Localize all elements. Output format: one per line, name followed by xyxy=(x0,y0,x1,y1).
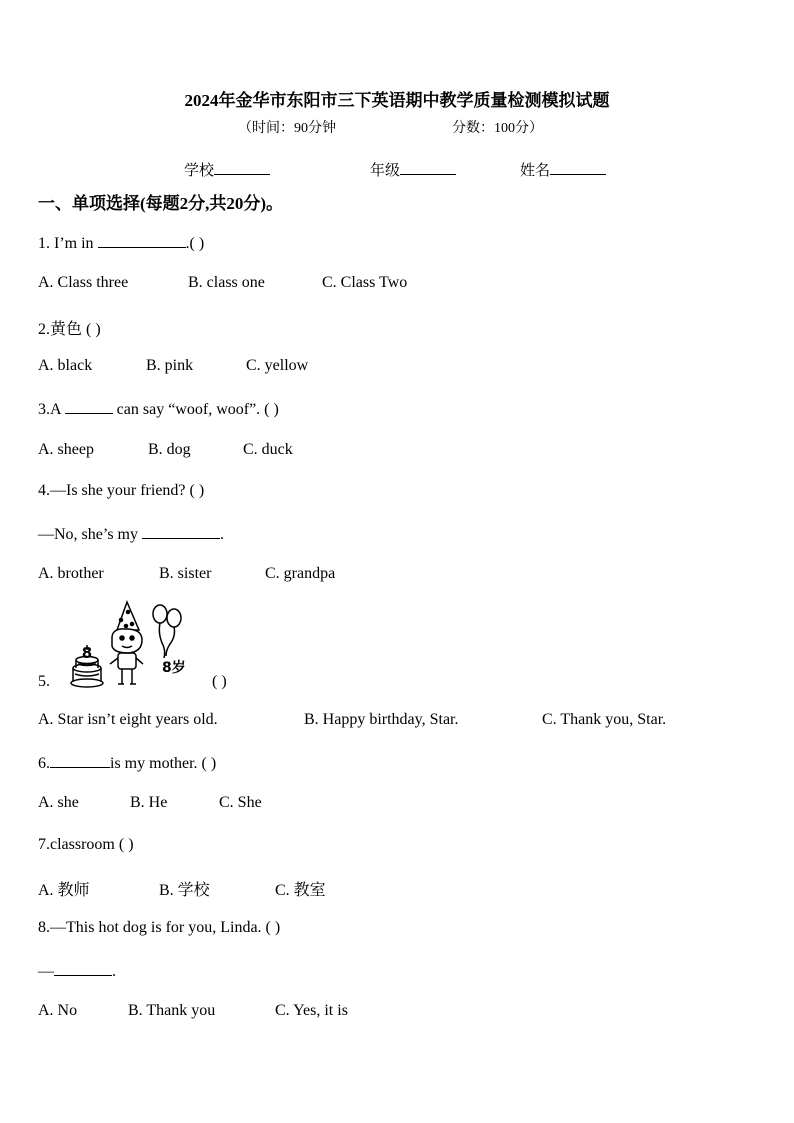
question-3 xyxy=(38,399,279,419)
school-label: 学校 xyxy=(184,163,215,179)
question-8-period: . xyxy=(112,963,116,980)
question-4-blank[interactable] xyxy=(142,524,220,539)
question-4-answer-stem: —No, she’s my xyxy=(38,526,142,543)
grade-blank[interactable] xyxy=(400,160,456,175)
balloons-icon xyxy=(153,605,181,658)
question-8-dash: — xyxy=(38,963,54,980)
name-label: 姓名 xyxy=(520,163,551,179)
q6-option-a[interactable]: A. she xyxy=(38,794,79,811)
cake-number: 8 xyxy=(81,644,93,662)
question-3-rest: can say “woof, woof”. ( ) xyxy=(112,401,279,418)
q5-option-c[interactable]: C. Thank you, Star. xyxy=(542,711,667,728)
q3-option-b[interactable]: B. dog xyxy=(148,441,191,458)
question-4-line-2 xyxy=(38,524,224,544)
question-4-period: . xyxy=(220,526,224,543)
q7-option-c[interactable]: C. 教室 xyxy=(275,882,326,899)
section-heading: 一、单项选择(每题2分,共20分)。 xyxy=(38,194,284,213)
question-1-stem: 1. I’m in xyxy=(38,235,98,252)
q6-option-c[interactable]: C. She xyxy=(219,794,262,811)
q1-option-b[interactable]: B. class one xyxy=(188,274,265,291)
q5-option-a[interactable]: A. Star isn’t eight years old. xyxy=(38,711,218,728)
child-icon xyxy=(110,602,143,684)
q8-option-b[interactable]: B. Thank you xyxy=(128,1002,216,1019)
q3-option-c[interactable]: C. duck xyxy=(243,441,293,458)
exam-score: 分数：100分） xyxy=(452,121,543,136)
grade-field xyxy=(370,159,456,180)
question-2: 2.黄色 ( ) xyxy=(38,321,101,338)
age-label: 8岁 xyxy=(162,660,186,676)
q3-option-a[interactable]: A. sheep xyxy=(38,441,94,458)
question-6 xyxy=(38,753,216,773)
question-3-blank[interactable] xyxy=(65,399,113,414)
q2-option-a[interactable]: A. black xyxy=(38,357,93,374)
q4-option-c[interactable]: C. grandpa xyxy=(265,565,336,582)
question-5: 5. xyxy=(38,673,50,690)
question-1-paren: .( ) xyxy=(185,235,205,252)
question-8: 8.—This hot dog is for you, Linda. ( ) xyxy=(38,919,281,936)
question-4: 4.—Is she your friend? ( ) xyxy=(38,482,205,499)
q8-option-c[interactable]: C. Yes, it is xyxy=(275,1002,348,1019)
q2-option-c[interactable]: C. yellow xyxy=(246,357,309,374)
name-field xyxy=(520,159,606,180)
birthday-picture xyxy=(66,598,194,690)
question-7: 7.classroom ( ) xyxy=(38,836,134,853)
q1-option-c[interactable]: C. Class Two xyxy=(322,274,408,291)
q4-option-b[interactable]: B. sister xyxy=(159,565,212,582)
q1-option-a[interactable]: A. Class three xyxy=(38,274,129,291)
question-6-number: 6. xyxy=(38,755,50,772)
school-field xyxy=(184,159,270,180)
q7-option-a[interactable]: A. 教师 xyxy=(38,882,90,899)
q8-option-a[interactable]: A. No xyxy=(38,1002,78,1019)
page-title: 2024年金华市东阳市三下英语期中教学质量检测模拟试题 xyxy=(184,91,610,110)
question-1-blank[interactable] xyxy=(98,233,186,248)
school-blank[interactable] xyxy=(214,160,270,175)
q2-option-b[interactable]: B. pink xyxy=(146,357,194,374)
question-8-blank[interactable] xyxy=(54,961,112,976)
question-5-paren: ( ) xyxy=(212,673,227,690)
grade-label: 年级 xyxy=(370,163,401,179)
question-1 xyxy=(38,233,204,253)
question-6-blank[interactable] xyxy=(50,753,110,768)
q4-option-a[interactable]: A. brother xyxy=(38,565,104,582)
q7-option-b[interactable]: B. 学校 xyxy=(159,882,210,899)
question-3-stem: 3.A xyxy=(38,401,65,418)
q5-option-b[interactable]: B. Happy birthday, Star. xyxy=(304,711,459,728)
exam-time: （时间：90分钟 xyxy=(238,121,336,136)
question-8-line-2 xyxy=(38,961,116,981)
q6-option-b[interactable]: B. He xyxy=(130,794,168,811)
name-blank[interactable] xyxy=(550,160,606,175)
question-6-rest: is my mother. ( ) xyxy=(110,755,217,772)
